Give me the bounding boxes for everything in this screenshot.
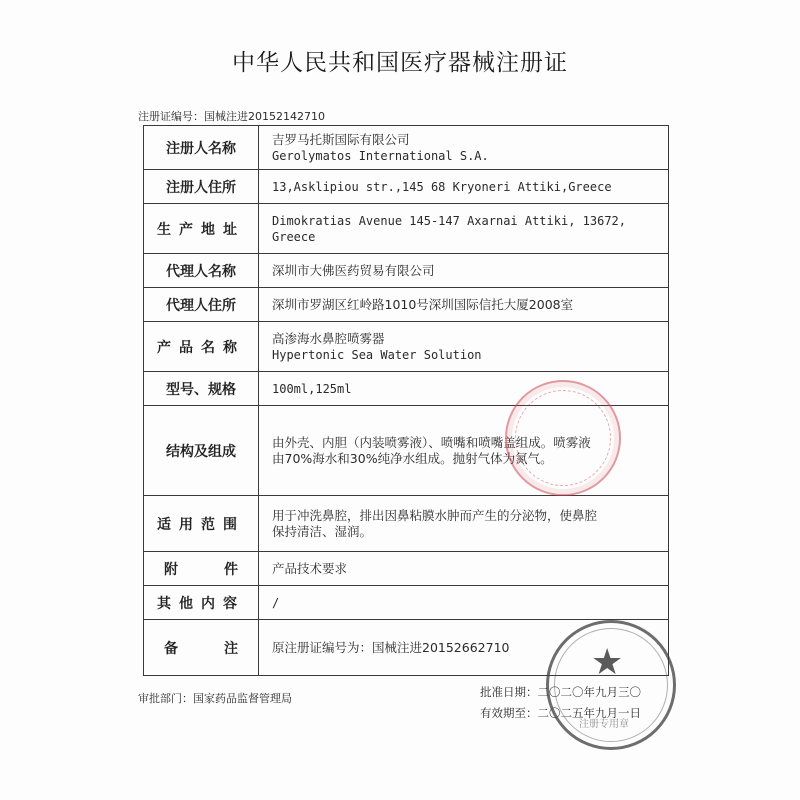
row-value	[259, 288, 669, 322]
value-line: Gerolymatos International S.A.	[272, 148, 489, 163]
row-value	[259, 406, 669, 496]
row-value	[259, 620, 669, 676]
row-label: 代理人名称	[144, 254, 259, 288]
registration-number: 国械注进20152142710	[204, 110, 325, 123]
value-line: Hypertonic Sea Water Solution	[272, 347, 482, 362]
row-value	[259, 372, 669, 406]
table-row-registrant-address	[144, 170, 669, 204]
approving-dept-label: 审批部门：	[138, 692, 193, 705]
row-value	[259, 204, 669, 254]
row-value	[259, 254, 669, 288]
table-row-agent-address	[144, 288, 669, 322]
approval-date	[480, 684, 641, 700]
value-line: 高渗海水鼻腔喷雾器	[272, 330, 385, 346]
table-row-production-address	[144, 204, 669, 254]
value-line: 深圳市大佛医药贸易有限公司	[272, 262, 435, 278]
table-row-attachment	[144, 552, 669, 586]
valid-until	[480, 705, 641, 721]
row-label: 生产地址	[144, 204, 259, 254]
star-icon: ★	[591, 642, 624, 683]
row-label: 型号、规格	[144, 372, 259, 406]
table-row-structure-composition	[144, 406, 669, 496]
row-value	[259, 126, 669, 170]
row-value	[259, 322, 669, 372]
valid-until-value: 二〇二五年九月一日	[537, 706, 641, 720]
row-label: 结构及组成	[144, 406, 259, 496]
approval-date-label: 批准日期：	[480, 685, 538, 699]
registration-number-line	[138, 108, 325, 124]
table-row-agent-name	[144, 254, 669, 288]
valid-until-label: 有效期至：	[480, 706, 538, 720]
table-row-model-spec	[144, 372, 669, 406]
row-label: 其他内容	[144, 586, 259, 620]
value-line: 100ml,125ml	[272, 381, 352, 396]
approving-department	[138, 690, 292, 706]
approval-date-value: 二〇二〇年九月三〇	[537, 685, 641, 699]
row-label: 注册人住所	[144, 170, 259, 204]
value-line: 产品技术要求	[272, 560, 348, 576]
row-value	[259, 496, 669, 552]
table-row-registrant-name	[144, 126, 669, 170]
table-row-other-content	[144, 586, 669, 620]
row-value	[259, 552, 669, 586]
value-line: 原注册证编号为：国械注进20152662710	[272, 639, 510, 655]
value-line: Dimokratias Avenue 145-147 Axarnai Attiki, 13672,	[272, 213, 627, 228]
row-value	[259, 170, 669, 204]
value-line: 深圳市罗湖区红岭路1010号深圳国际信托大厦2008室	[272, 296, 574, 312]
table-row-scope-of-use	[144, 496, 669, 552]
row-label: 备 注	[144, 620, 259, 676]
document-title: 中华人民共和国医疗器械注册证	[232, 50, 568, 76]
certificate-table	[143, 125, 669, 676]
value-line: 吉罗马托斯国际有限公司	[272, 131, 410, 147]
approving-dept: 国家药品监督管理局	[193, 692, 292, 705]
value-line: 由外壳、内胆（内装喷雾液）、喷嘴和喷嘴盖组成。喷雾液	[272, 434, 591, 450]
official-seal-text: 注册专用章	[579, 719, 629, 730]
value-line: 用于冲洗鼻腔，排出因鼻粘膜水肿而产生的分泌物，使鼻腔	[272, 507, 598, 523]
value-line: 保持清洁、湿润。	[272, 523, 373, 539]
registration-number-label: 注册证编号：	[138, 110, 204, 123]
row-label: 注册人名称	[144, 126, 259, 170]
row-label: 产品名称	[144, 322, 259, 372]
row-label: 代理人住所	[144, 288, 259, 322]
table-row-product-name	[144, 322, 669, 372]
value-line: 13,Asklipiou str.,145 68 Kryoneri Attiki,Greece	[272, 179, 612, 194]
row-label: 适用范围	[144, 496, 259, 552]
row-value	[259, 586, 669, 620]
table-row-remarks	[144, 620, 669, 676]
value-line: /	[272, 595, 280, 610]
value-line: Greece	[272, 229, 316, 244]
value-line: 由70%海水和30%纯净水组成。抛射气体为氮气。	[272, 450, 553, 466]
row-label: 附 件	[144, 552, 259, 586]
